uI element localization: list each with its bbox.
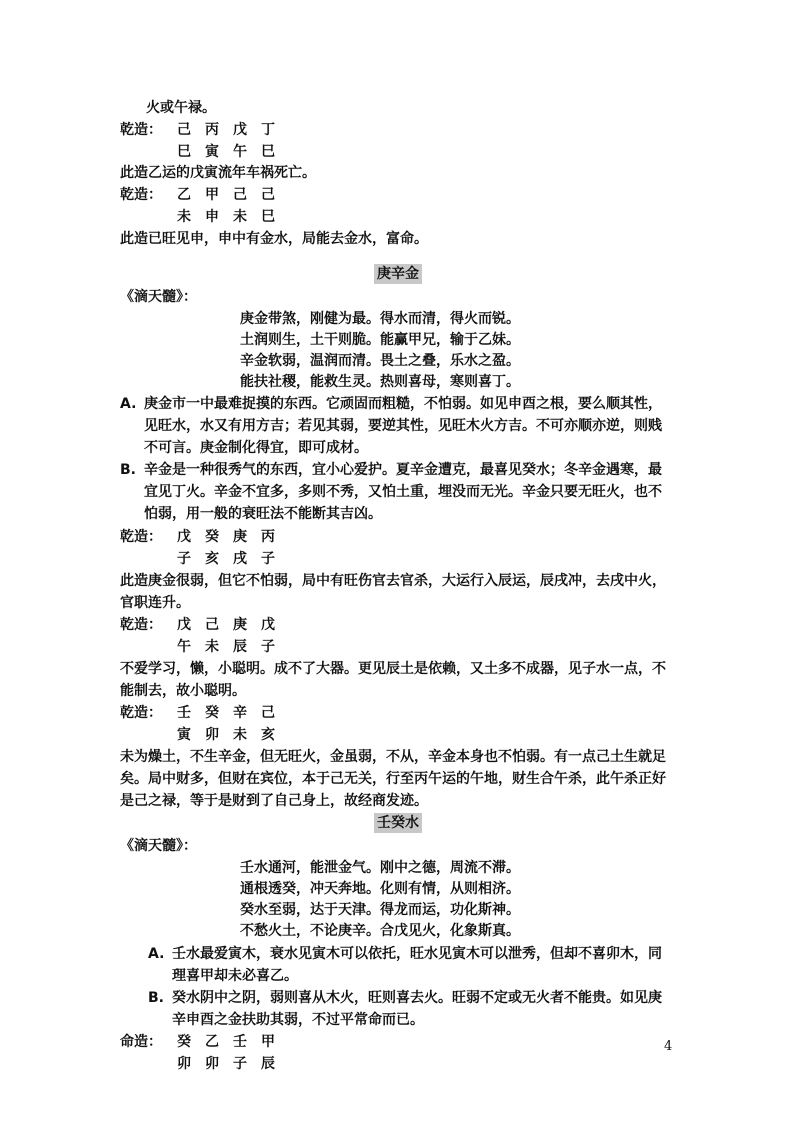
text-line: 此造庚金很弱，但它不怕弱，局中有旺伤官去官杀，大运行入辰运，辰戌冲，去戌中火， <box>120 573 666 589</box>
chart-label: 乾造： <box>120 617 162 633</box>
list-marker: B. <box>148 990 164 1006</box>
text-line: 宜见丁火。辛金不宜多，多则不秀，又怕土重，埋没而无光。辛金只要无旺火，也不 <box>144 484 662 500</box>
text-line: 能制去，故小聪明。 <box>120 683 246 699</box>
text-line: 火或午禄。 <box>146 100 216 116</box>
heavenly-stems: 乙 甲 己 己 <box>177 187 275 203</box>
page-number: 4 <box>664 1039 673 1054</box>
verse-line: 庚金带煞，刚健为最。得水而清，得火而锐。 <box>240 311 520 327</box>
text-line: 不可言。庚金制化得宜，即可成材。 <box>144 440 368 456</box>
text-line: 见旺水，水又有用方吉；若见其弱，要逆其性，见旺木火方吉。不可亦顺亦逆，则贱 <box>144 418 662 434</box>
heavenly-stems: 戊 癸 庚 丙 <box>177 529 275 545</box>
verse-line: 不愁火土，不论庚辛。合戊见火，化象斯真。 <box>240 923 520 939</box>
verse-line: 土润则生，土干则脆。能赢甲兄，输于乙妹。 <box>240 332 520 348</box>
heavenly-stems: 戊 己 庚 戊 <box>177 617 275 633</box>
list-marker: A. <box>148 946 165 962</box>
text-line: 怕弱，用一般的衰旺法不能断其吉凶。 <box>144 506 382 522</box>
earthly-branches: 巳 寅 午 巳 <box>177 144 275 160</box>
verse-line: 癸水至弱，达于天津。得龙而运，功化斯神。 <box>240 902 520 918</box>
list-marker: A. <box>120 396 137 412</box>
section-heading: 庚辛金 <box>374 264 422 284</box>
text-line: 辛申酉之金扶助其弱，不过平常命而已。 <box>172 1012 424 1028</box>
text-line: 壬水最爱寅木，衰水见寅木可以依托，旺水见寅木可以泄秀，但却不喜卯木，同 <box>172 946 662 962</box>
text-line: 矣。局中财多，但财在宾位，本于己无关，行至丙午运的午地，财生合午杀，此午杀正好 <box>120 771 666 787</box>
text-line: 庚金市一中最难捉摸的东西。它顽固而粗糙，不怕弱。如见申酉之根，要么顺其性， <box>144 396 662 412</box>
text-line: 癸水阴中之阴，弱则喜从木火，旺则喜去火。旺弱不定或无火者不能贵。如见庚 <box>172 990 662 1006</box>
verse-line: 辛金软弱，温润而清。畏土之叠，乐水之盈。 <box>240 353 520 369</box>
section-heading: 壬癸水 <box>374 813 422 833</box>
earthly-branches: 卯 卯 子 辰 <box>177 1056 275 1072</box>
chart-label: 命造： <box>120 1034 162 1050</box>
text-line: 不爱学习，懒，小聪明。成不了大器。更见辰土是依赖，又土多不成器，见子水一点，不 <box>120 661 666 677</box>
heavenly-stems: 壬 癸 辛 己 <box>177 705 275 721</box>
text-line: 官职连升。 <box>120 595 190 611</box>
verse-line: 能扶社稷，能救生灵。热则喜母，寒则喜丁。 <box>240 374 520 390</box>
text-line: 未为燥土，不生辛金，但无旺火，金虽弱，不从，辛金本身也不怕弱。有一点己土生就足 <box>120 749 666 765</box>
verse-line: 壬水通河，能泄金气。刚中之德，周流不滞。 <box>240 860 520 876</box>
heavenly-stems: 癸 乙 壬 甲 <box>177 1034 275 1050</box>
source-title: 《滴天髓》： <box>120 289 197 305</box>
chart-label: 乾造： <box>120 122 162 138</box>
chart-label: 乾造： <box>120 529 162 545</box>
earthly-branches: 午 未 辰 子 <box>177 639 275 655</box>
chart-label: 乾造： <box>120 187 162 203</box>
text-line: 此造乙运的戊寅流年车祸死亡。 <box>120 165 316 181</box>
source-title: 《滴天髓》： <box>120 838 197 854</box>
text-line: 是己之禄，等于是财到了自己身上，故经商发迹。 <box>120 793 428 809</box>
heavenly-stems: 己 丙 戊 丁 <box>177 122 275 138</box>
list-marker: B. <box>120 462 136 478</box>
verse-line: 通根透癸，冲天奔地。化则有情，从则相济。 <box>240 881 520 897</box>
chart-label: 乾造： <box>120 705 162 721</box>
text-line: 理喜甲却未必喜乙。 <box>172 968 298 984</box>
earthly-branches: 子 亥 戌 子 <box>177 551 275 567</box>
text-line: 此造已旺见申，申中有金水，局能去金水，富命。 <box>120 231 428 247</box>
earthly-branches: 寅 卯 未 亥 <box>177 727 275 743</box>
earthly-branches: 未 申 未 巳 <box>177 209 275 225</box>
text-line: 辛金是一种很秀气的东西，宜小心爱护。夏辛金遭克，最喜见癸水；冬辛金遇寒，最 <box>144 462 662 478</box>
